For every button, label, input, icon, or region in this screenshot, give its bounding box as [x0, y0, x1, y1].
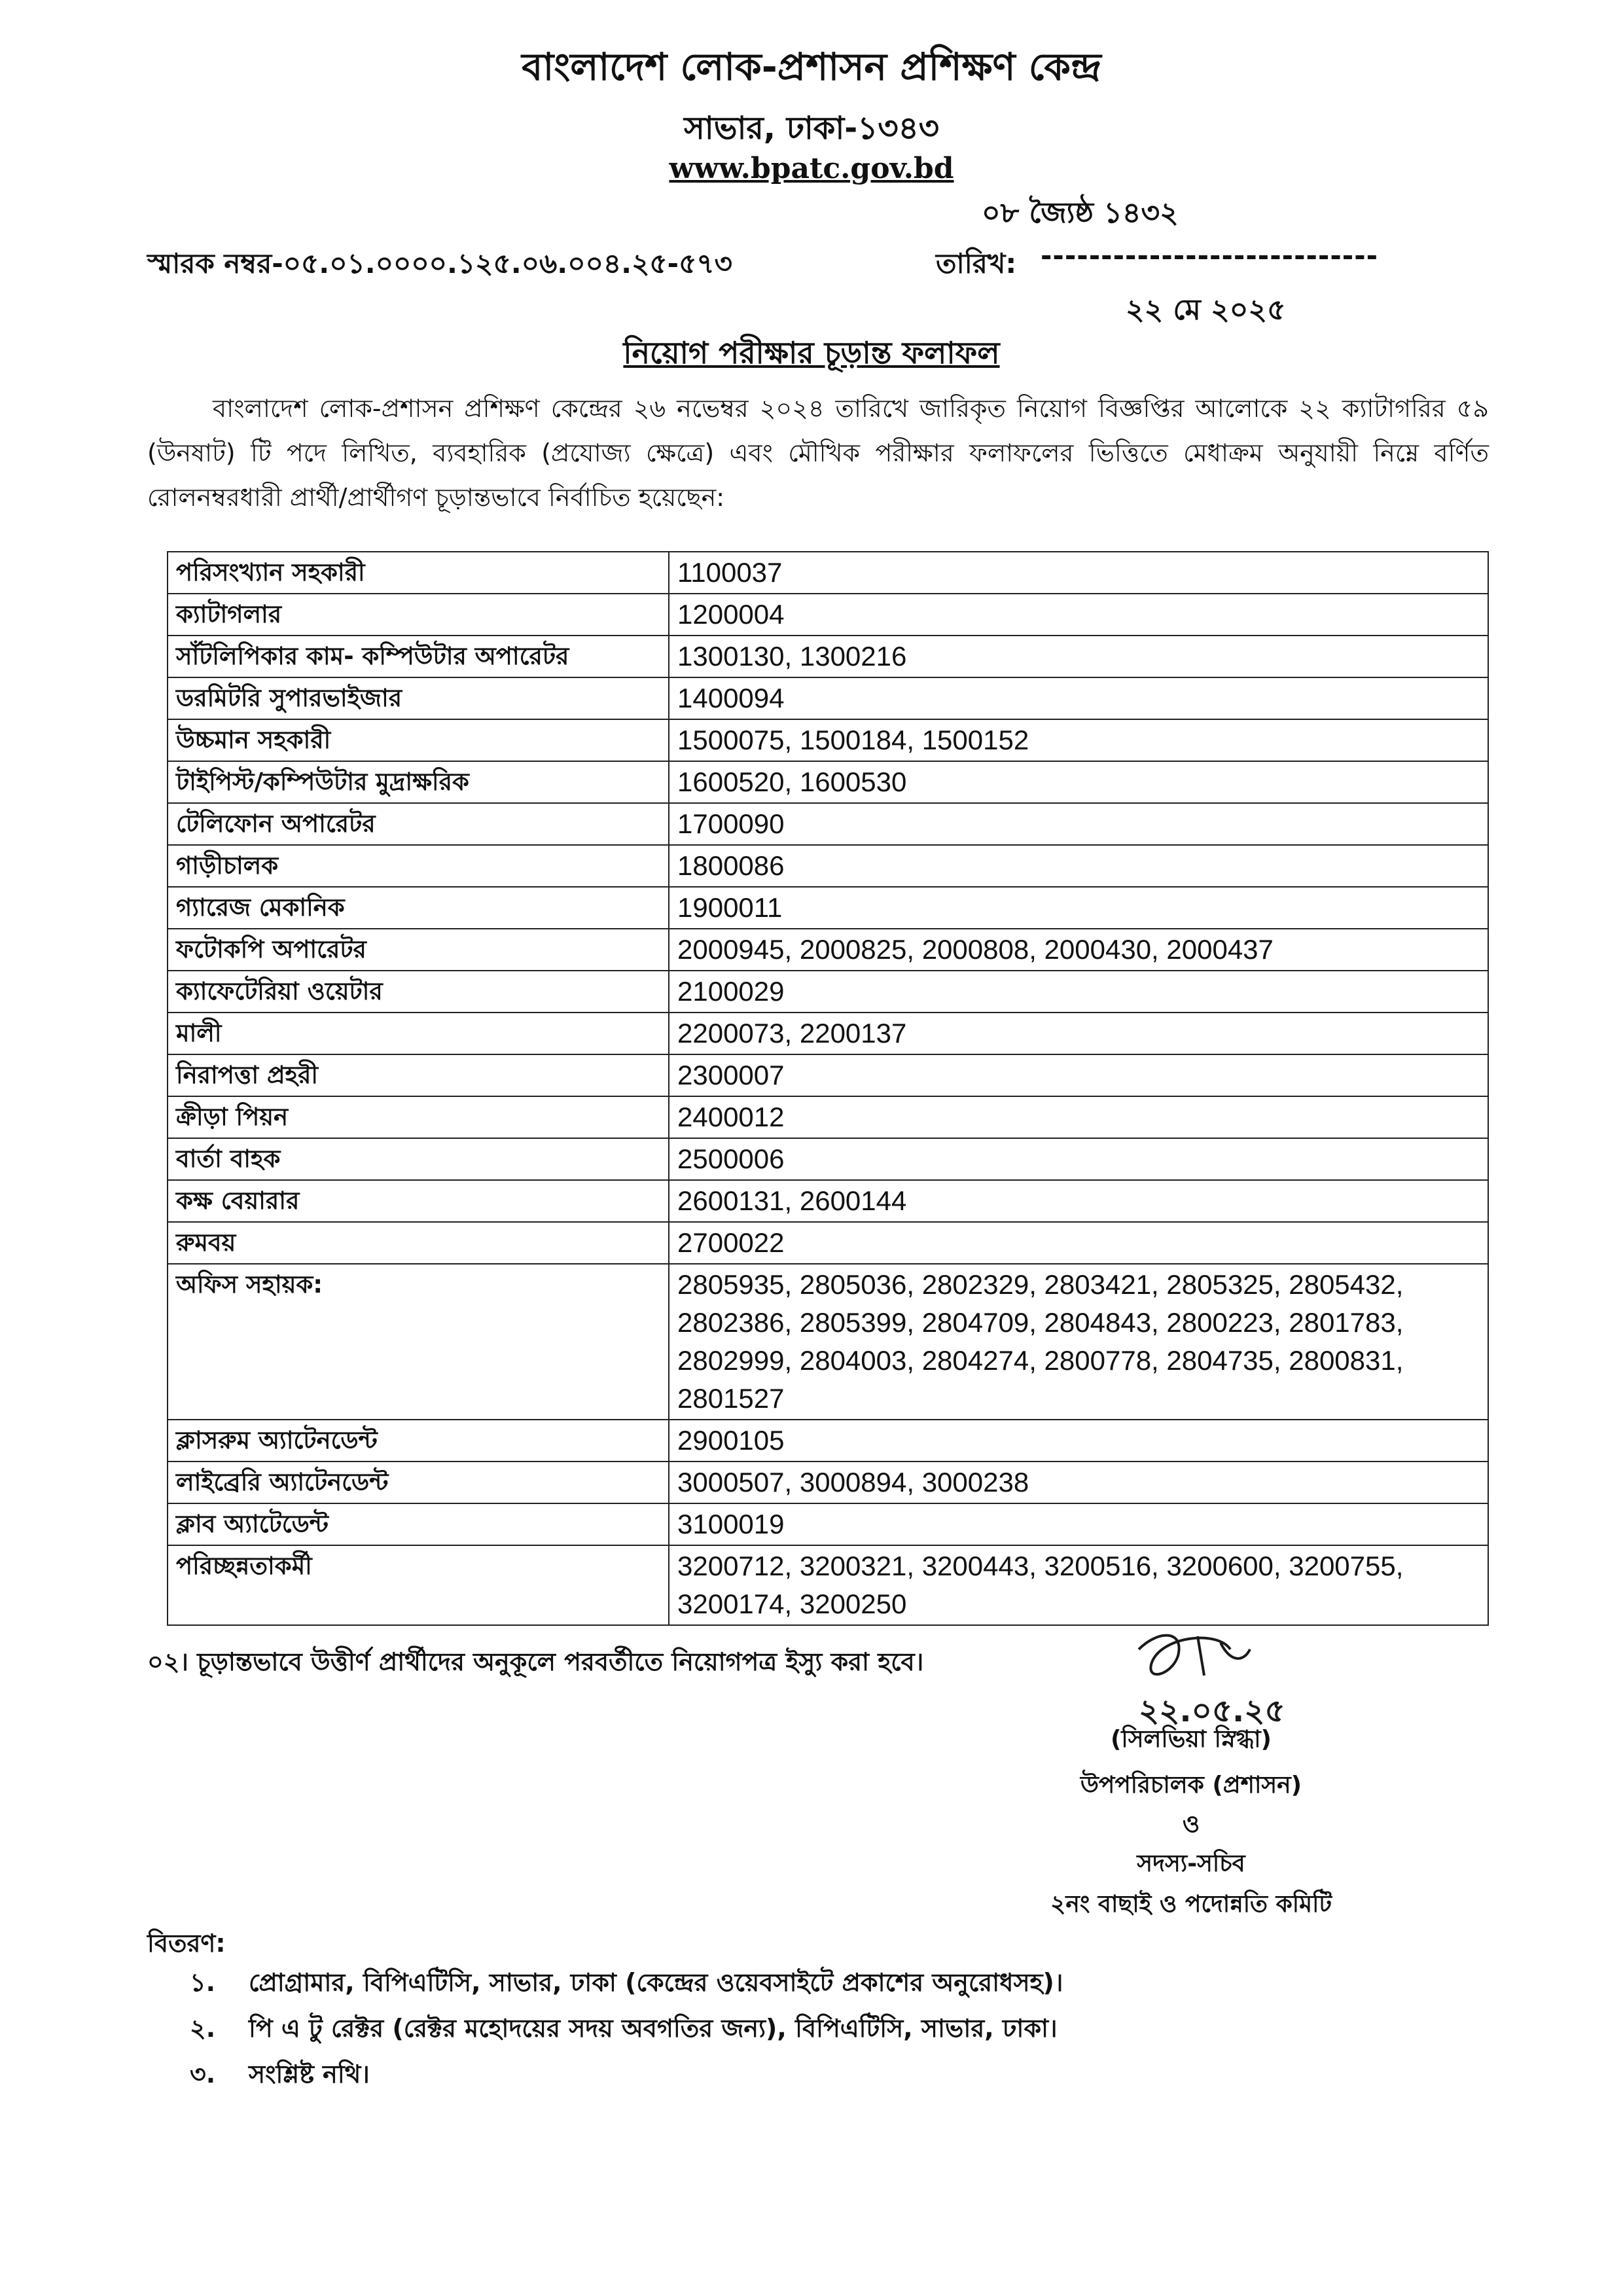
table-row	[168, 971, 1488, 1013]
post-name-cell: বার্তা বাহক	[168, 1138, 669, 1180]
post-name-cell: গ্যারেজ মেকানিক	[168, 887, 669, 929]
roll-numbers-cell: 2400012	[669, 1096, 1488, 1138]
roll-numbers-cell: 2000945, 2000825, 2000808, 2000430, 2000437	[669, 929, 1488, 971]
roll-numbers-cell: 3100019	[669, 1503, 1488, 1545]
post-name-cell: ক্যাটাগলার	[168, 594, 669, 636]
subject-title: নিয়োগ পরীক্ষার চূড়ান্ত ফলাফল	[623, 335, 1000, 370]
post-name-cell: টাইপিস্ট/কম্পিউটার মুদ্রাক্ষরিক	[168, 761, 669, 803]
roll-numbers-cell: 2805935, 2805036, 2802329, 2803421, 2805325, 2805432, 2802386, 2805399, 2804709, 2804843, 2800223, 2801783, 2802999, 2804003, 2804274, 2800778, 2804735, 2800831, 2801527	[669, 1264, 1488, 1420]
signatory-name: (সিলভিয়া স্নিগ্ধা)	[1110, 1726, 1272, 1753]
post-name-cell: টেলিফোন অপারেটর	[168, 803, 669, 845]
table-row	[168, 1264, 1488, 1420]
distribution-item-text: সংশ্লিষ্ট নথি।	[249, 2060, 370, 2089]
table-row	[168, 803, 1488, 845]
roll-numbers-cell: 1700090	[669, 803, 1488, 845]
roll-numbers-cell: 1400094	[669, 677, 1488, 719]
table-row	[168, 594, 1488, 636]
post-name-cell: লাইব্রেরি অ্যাটেনডেন্ট	[168, 1462, 669, 1503]
table-row	[168, 1180, 1488, 1222]
roll-numbers-cell: 2300007	[669, 1054, 1488, 1096]
signature-date: ২২.০৫.২৫	[1139, 1693, 1285, 1729]
table-row	[168, 1013, 1488, 1054]
memo-number: স্মারক নম্বর-০৫.০১.০০০০.১২৫.০৬.০০৪.২৫-৫৭৩	[147, 247, 732, 279]
roll-numbers-cell: 1100037	[669, 552, 1488, 594]
post-name-cell: পরিচ্ছন্নতাকর্মী	[168, 1545, 669, 1625]
roll-numbers-cell: 2100029	[669, 971, 1488, 1013]
post-name-cell: অফিস সহায়ক:	[168, 1264, 669, 1420]
table-row	[168, 887, 1488, 929]
roll-numbers-cell: 3000507, 3000894, 3000238	[669, 1462, 1488, 1503]
table-row	[168, 1462, 1488, 1503]
roll-numbers-cell: 2700022	[669, 1222, 1488, 1264]
intro-paragraph: বাংলাদেশ লোক-প্রশাসন প্রশিক্ষণ কেন্দ্রের ২৬ নভেম্বর ২০২৪ তারিখে জারিকৃত নিয়োগ বিজ্ঞপ্তির আলোকে ২২ ক্যাটাগরির ৫৯ (উনষাট) টি পদে লিখিত, ব্যবহারিক (প্রযোজ্য ক্ষেত্রে) এবং মৌখিক পরীক্ষার ফলাফলের ভিত্তিতে মেধাক্রম অনুযায়ী নিম্নে বর্ণিত রোলনম্বরধারী প্রার্থী/প্রার্থীগণ চূড়ান্তভাবে নির্বাচিত হয়েছেন:	[147, 394, 1489, 512]
date-divider: ----------------------------	[1041, 240, 1379, 272]
roll-numbers-cell: 3200712, 3200321, 3200443, 3200516, 3200600, 3200755, 3200174, 3200250	[669, 1545, 1488, 1625]
table-row	[168, 677, 1488, 719]
post-name-cell: ক্লাব অ্যাটেডেন্ট	[168, 1503, 669, 1545]
distribution-item-number: ১.	[190, 1968, 216, 1997]
post-name-cell: কক্ষ বেয়ারার	[168, 1180, 669, 1222]
table-row	[168, 1096, 1488, 1138]
roll-numbers-cell: 2500006	[669, 1138, 1488, 1180]
date-label: তারিখ:	[936, 247, 1017, 279]
roll-numbers-cell: 2600131, 2600144	[669, 1180, 1488, 1222]
distribution-item	[190, 2055, 1433, 2101]
roll-numbers-cell: 2200073, 2200137	[669, 1013, 1488, 1054]
table-row	[168, 719, 1488, 761]
roll-numbers-cell: 2900105	[669, 1420, 1488, 1462]
roll-numbers-cell: 1300130, 1300216	[669, 636, 1488, 677]
results-table	[167, 551, 1489, 1626]
table-row	[168, 1420, 1488, 1462]
table-row	[168, 1054, 1488, 1096]
note-text: ০২। চূড়ান্তভাবে উত্তীর্ণ প্রার্থীদের অনুকূলে পরবর্তীতে নিয়োগপত্র ইস্যু করা হবে।	[147, 1647, 924, 1676]
distribution-list	[190, 1964, 1433, 2101]
distribution-item	[190, 2009, 1433, 2055]
roll-numbers-cell: 1500075, 1500184, 1500152	[669, 719, 1488, 761]
post-name-cell: মালী	[168, 1013, 669, 1054]
table-row	[168, 761, 1488, 803]
signatory-and: ও	[1182, 1811, 1200, 1838]
bangla-date: ০৮ জ্যৈষ্ঠ ১৪৩২	[982, 196, 1179, 230]
post-name-cell: ফটোকপি অপারেটর	[168, 929, 669, 971]
roll-numbers-cell: 1600520, 1600530	[669, 761, 1488, 803]
distribution-item-text: প্রোগ্রামার, বিপিএটিসি, সাভার, ঢাকা (কেন্দ্রের ওয়েবসাইটে প্রকাশের অনুরোধসহ)।	[249, 1968, 1063, 1997]
post-name-cell: ডরমিটরি সুপারভাইজার	[168, 677, 669, 719]
signatory-committee: ২নং বাছাই ও পদোন্নতি কমিটি	[1050, 1891, 1332, 1918]
org-address: সাভার, ঢাকা-১৩৪৩	[684, 110, 939, 147]
table-row	[168, 1545, 1488, 1625]
post-name-cell: নিরাপত্তা প্রহরী	[168, 1054, 669, 1096]
roll-numbers-cell: 1900011	[669, 887, 1488, 929]
post-name-cell: রুমবয়	[168, 1222, 669, 1264]
english-date: ২২ মে ২০২৫	[1126, 293, 1286, 327]
post-name-cell: পরিসংখ্যান সহকারী	[168, 552, 669, 594]
distribution-item-number: ৩.	[190, 2060, 216, 2089]
signatory-designation: উপপরিচালক (প্রশাসন)	[1080, 1772, 1302, 1799]
table-row	[168, 1503, 1488, 1545]
org-name: বাংলাদেশ লোক-প্রশাসন প্রশিক্ষণ কেন্দ্র	[522, 45, 1101, 89]
post-name-cell: ক্লাসরুম অ্যাটেনডেন্ট	[168, 1420, 669, 1462]
distribution-item	[190, 1964, 1433, 2009]
distribution-item-text: পি এ টু রেক্টর (রেক্টর মহোদয়ের সদয় অবগতির জন্য), বিপিএটিসি, সাভার, ঢাকা।	[249, 2014, 1058, 2043]
post-name-cell: সাঁটলিপিকার কাম- কম্পিউটার অপারেটর	[168, 636, 669, 677]
post-name-cell: ক্যাফেটেরিয়া ওয়েটার	[168, 971, 669, 1013]
table-row	[168, 845, 1488, 887]
table-row	[168, 1222, 1488, 1264]
roll-numbers-cell: 1200004	[669, 594, 1488, 636]
distribution-item-number: ২.	[190, 2014, 216, 2043]
post-name-cell: ক্রীড়া পিয়ন	[168, 1096, 669, 1138]
signatory-member-secretary: সদস্য-সচিব	[1137, 1850, 1245, 1877]
distribution-title: বিতরণ:	[147, 1929, 226, 1958]
org-website[interactable]: www.bpatc.gov.bd	[669, 152, 954, 185]
table-row	[168, 1138, 1488, 1180]
roll-numbers-cell: 1800086	[669, 845, 1488, 887]
table-row	[168, 552, 1488, 594]
post-name-cell: গাড়ীচালক	[168, 845, 669, 887]
table-row	[168, 929, 1488, 971]
table-row	[168, 636, 1488, 677]
post-name-cell: উচ্চমান সহকারী	[168, 719, 669, 761]
